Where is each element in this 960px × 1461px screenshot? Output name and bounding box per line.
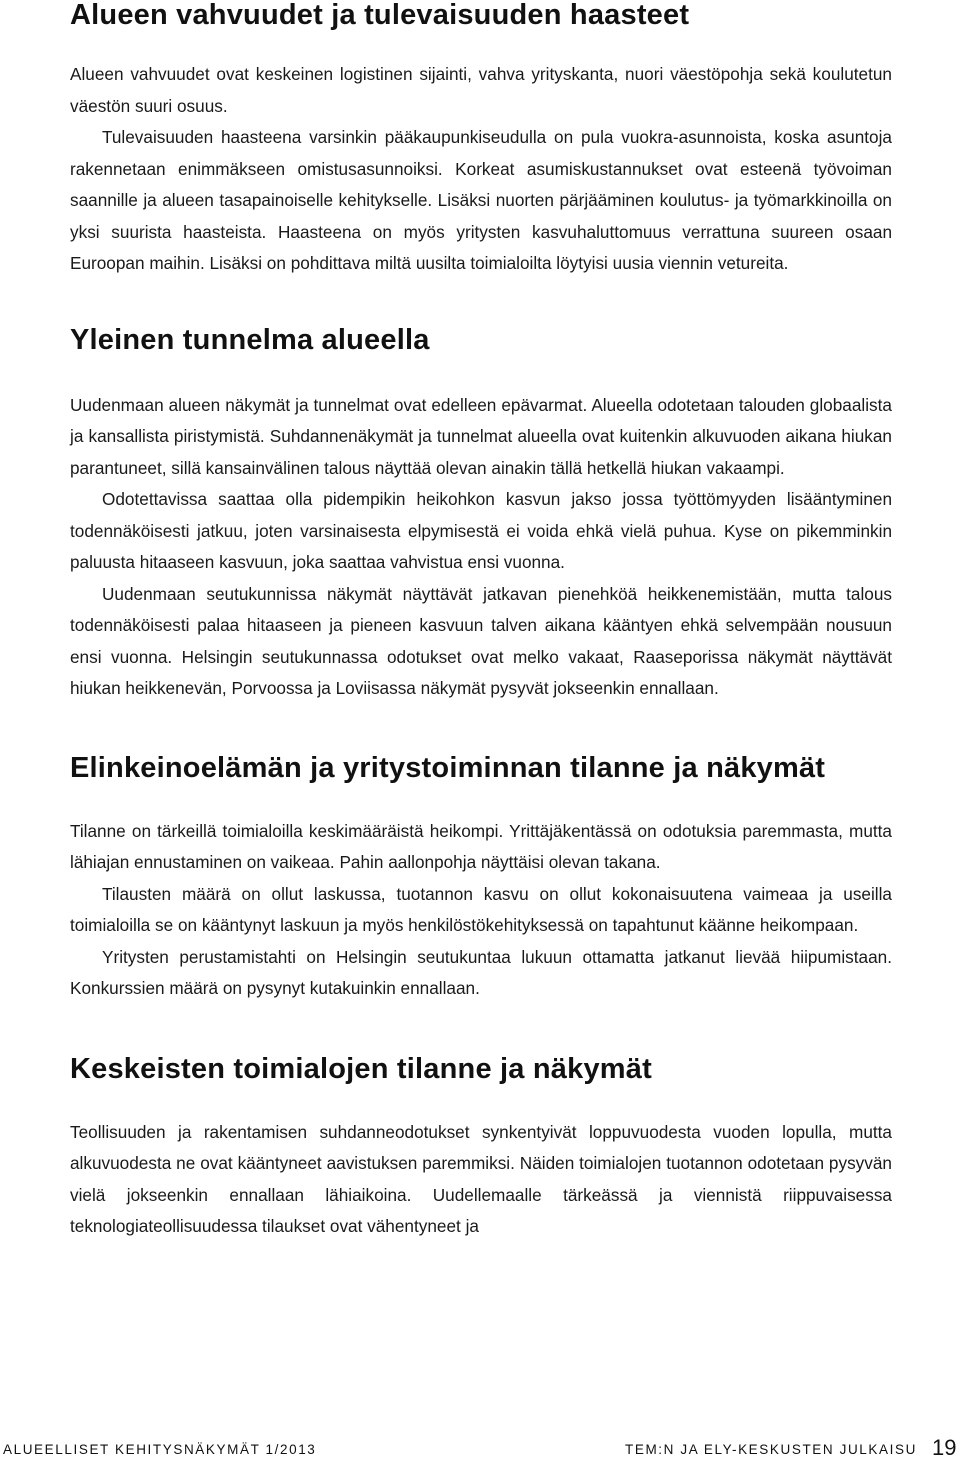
section-heading-yleinen-tunnelma: Yleinen tunnelma alueella <box>70 323 430 356</box>
paragraph: Uudenmaan alueen näkymät ja tunnelmat ovat edelleen epävarmat. Alueella odotetaan talouden globaalista ja kansallista piristymistä. Suhdannenäkymät ja tunnelmat alueella ovat kuitenkin alkuvuoden aikana hiukan parantuneet, sillä kansainvälinen talous näyttää olevan ainakin tällä hetkellä hiukan vakaampi. <box>70 394 892 478</box>
section-heading-keskeiset-toimialat: Keskeisten toimialojen tilanne ja näkymät <box>70 1052 652 1085</box>
section-heading-elinkeinoelama: Elinkeinoelämän ja yritystoiminnan tilanne ja näkymät <box>70 751 826 784</box>
page-number: 19 <box>932 1435 957 1460</box>
paragraph: Yritysten perustamistahti on Helsingin seutukuntaa lukuun ottamatta jatkanut lievää hiipumistaan. Konkurssien määrä on pysynyt kutakuinkin ennallaan. <box>70 946 892 998</box>
paragraph: Tilanne on tärkeillä toimialoilla keskimääräistä heikompi. Yrittäjäkentässä on odotuksia paremmasta, mutta lähiajan ennustaminen on vaikeaa. Pahin aallonpohja näyttäisi olevan takana. <box>70 820 892 872</box>
footer-publisher: TEM:N JA ELY-KESKUSTEN JULKAISU <box>625 1442 917 1457</box>
paragraph: Odotettavissa saattaa olla pidempikin heikohkon kasvun jakso jossa työttömyyden lisääntyminen todennäköisesti jatkuu, joten varsinaisesta elpymisestä ei voida ehkä vielä puhua. Kyse on pikemminkin paluusta hitaaseen kasvuun, joka saattaa vahvistua ensi vuonna. <box>70 489 892 572</box>
page-footer <box>0 1434 960 1459</box>
paragraph: Tilausten määrä on ollut laskussa, tuotannon kasvu on ollut kokonaisuutena vaimeaa ja useilla toimialoilla se on kääntynyt laskuun ja myös henkilöstökehityksessä on tapahtunut käänne heikompaan. <box>70 883 892 935</box>
paragraph: Tulevaisuuden haasteena varsinkin pääkaupunkiseudulla on pula vuokra-asunnoista, koska asuntoja rakennetaan enimmäkseen omistusasunnoiksi. Korkeat asumiskustannukset ovat esteenä työvoiman saannille ja alueen tasapainoiselle kehitykselle. Lisäksi nuorten pärjääminen koulutus- ja työmarkkinoilla on yksi suurista haasteista. Haasteena on myös yritysten kasvuhaluttomuus verrattuna suureen osaan Euroopan maihin. Lisäksi on pohdittava miltä uusilta toimialoilta löytyisi uusia viennin vetureita. <box>70 127 892 273</box>
page-content <box>70 0 892 1243</box>
paragraph: Teollisuuden ja rakentamisen suhdanneodotukset synkentyivät loppuvuodesta vuoden lopulla, mutta alkuvuodesta ne ovat kääntyneet aavistuksen paremmiksi. Näiden toimialojen tuotannon odotetaan pysyvän vielä jokseenkin ennallaan lähiaikoina. Uudellemaalle tärkeässä ja viennistä riippuvaisessa teknologiateollisuudessa tilaukset ovat vähentyneet ja <box>70 1121 892 1236</box>
section-heading-vahvuudet: Alueen vahvuudet ja tulevaisuuden haasteet <box>70 0 690 31</box>
paragraph: Alueen vahvuudet ovat keskeinen logistinen sijainti, vahva yrityskanta, nuori väestöpohja sekä koulutetun väestön suuri osuus. <box>70 64 892 116</box>
footer-publication-title: ALUEELLISET KEHITYSNÄKYMÄT 1/2013 <box>3 1442 317 1457</box>
paragraph: Uudenmaan seutukunnissa näkymät näyttävät jatkavan pienehköä heikkenemistään, mutta talous todennäköisesti palaa hitaaseen ja pieneen kasvuun talven aikana kääntyen ehkä selvempään nousuun ensi vuonna. Helsingin seutukunnassa odotukset ovat melko vakaat, Raaseporissa näkymät näyttävät hiukan heikkenevän, Porvoossa ja Loviisassa näkymät pysyvät jokseenkin ennallaan. <box>70 583 892 698</box>
